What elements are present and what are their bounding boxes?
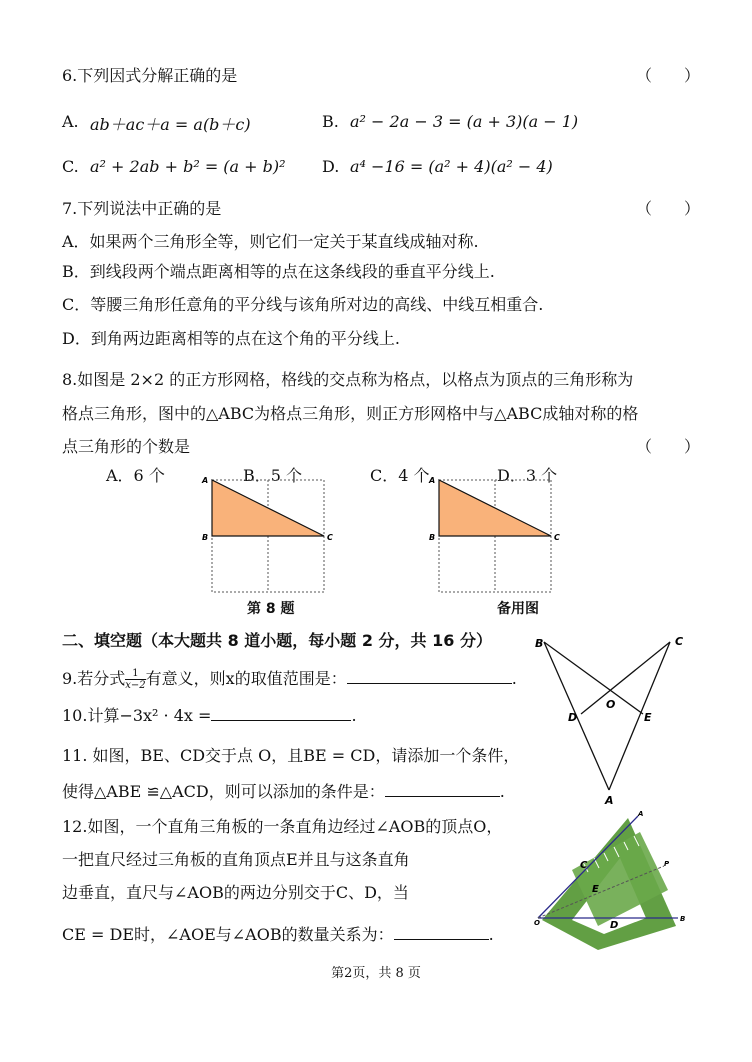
q9-answer-blank[interactable] bbox=[347, 667, 512, 684]
q10-answer-blank[interactable] bbox=[211, 704, 351, 721]
q9-numerator: 1 bbox=[125, 668, 145, 680]
q7-answer-paren: （ ） bbox=[636, 199, 701, 218]
point-d-label: D bbox=[568, 711, 578, 724]
q10 bbox=[62, 703, 357, 726]
q8-spare-figure-caption: 备用图 bbox=[497, 601, 539, 617]
q10-end: . bbox=[351, 706, 357, 725]
q6-option-a: ab＋ac＋a = a(b＋c) bbox=[90, 115, 251, 134]
page-footer: 第2页，共 8 页 bbox=[331, 966, 421, 981]
q11-figure bbox=[530, 630, 690, 810]
q12-line-4-text: CE = DE时，∠AOE与∠AOB的数量关系为： bbox=[62, 925, 394, 944]
q9-prefix: 9.若分式 bbox=[62, 669, 126, 688]
point-c-label: C bbox=[327, 533, 333, 542]
q6-answer-paren: （ ） bbox=[636, 66, 701, 85]
q6-option-a-label: A. bbox=[62, 112, 79, 131]
q8-line-3: 点三角形的个数是 bbox=[62, 437, 191, 456]
q6-option-c-label: C. bbox=[62, 157, 79, 176]
point-a-label: A bbox=[429, 476, 436, 485]
point-a-label: A bbox=[605, 794, 614, 807]
point-b-label: B bbox=[429, 533, 436, 542]
q12-line-2: 一把直尺经过三角板的直角顶点E并且与这条直角 bbox=[62, 850, 410, 869]
q6-option-b: a² − 2a − 3 = (a + 3)(a − 1) bbox=[350, 112, 579, 131]
q8-option-a: A．6 个 bbox=[106, 466, 165, 485]
q11-line-2-text: 使得△ABE ≌△ACD，则可以添加的条件是： bbox=[62, 782, 385, 801]
q6-option-d-label: D. bbox=[322, 157, 340, 176]
point-c-label: C bbox=[554, 533, 560, 542]
q9-end: . bbox=[511, 669, 517, 688]
q9-fraction bbox=[125, 668, 145, 691]
point-b-label: B bbox=[202, 533, 209, 542]
q12-figure bbox=[528, 808, 700, 953]
point-e-label: E bbox=[592, 884, 599, 895]
q8-line-2: 格点三角形，图中的△ABC为格点三角形，则正方形网格中与△ABC成轴对称的格 bbox=[62, 404, 639, 423]
q12-line-1: 12.如图，一个直角三角板的一条直角边经过∠AOB的顶点O， bbox=[62, 817, 503, 836]
q12-line-3: 边垂直，直尺与∠AOB的两边分别交于C、D，当 bbox=[62, 883, 409, 902]
q6-option-c: a² + 2ab + b² = (a + b)² bbox=[90, 157, 286, 176]
point-o-label: O bbox=[534, 919, 540, 927]
q8-line-1: 8.如图是 2×2 的正方形网格，格线的交点称为格点，以格点为顶点的三角形称为 bbox=[62, 370, 634, 389]
q7-stem: 7.下列说法中正确的是 bbox=[62, 199, 222, 218]
point-b-label: B bbox=[535, 637, 544, 650]
q7-option-a: A．如果两个三角形全等，则它们一定关于某直线成轴对称. bbox=[62, 232, 479, 251]
point-a-label: A bbox=[202, 476, 209, 485]
point-c-label: C bbox=[675, 635, 684, 648]
q11-line-2 bbox=[62, 779, 505, 802]
q7-option-d: D．到角两边距离相等的点在这个角的平分线上. bbox=[62, 329, 400, 348]
q6-option-b-label: B. bbox=[322, 112, 339, 131]
q6-option-d: a⁴ −16 = (a² + 4)(a² − 4) bbox=[350, 157, 553, 176]
q9 bbox=[62, 667, 517, 691]
q9-suffix: 有意义，则x的取值范围是： bbox=[145, 669, 347, 688]
q8-option-d: D．3 个 bbox=[497, 466, 558, 485]
point-b-label: B bbox=[680, 915, 686, 923]
q8-figure-caption: 第 8 题 bbox=[247, 601, 295, 617]
q11-line-1: 11. 如图，BE、CD交于点 O，且BE = CD，请添加一个条件， bbox=[62, 746, 520, 765]
q6-stem: 6.下列因式分解正确的是 bbox=[62, 66, 238, 85]
q8-answer-paren: （ ） bbox=[636, 437, 701, 456]
q8-figure-grid bbox=[198, 474, 343, 599]
q11-answer-blank[interactable] bbox=[385, 780, 500, 797]
q11-end: . bbox=[499, 782, 505, 801]
point-a-label: A bbox=[638, 810, 644, 818]
q12-line-4 bbox=[62, 922, 494, 945]
point-d-label: D bbox=[610, 920, 619, 931]
q8-option-c: C．4 个 bbox=[370, 466, 430, 485]
q9-denominator: x−2 bbox=[125, 680, 146, 691]
q12-answer-blank[interactable] bbox=[394, 923, 489, 940]
q7-option-b: B．到线段两个端点距离相等的点在这条线段的垂直平分线上. bbox=[62, 262, 495, 281]
q8-option-b: B．5 个 bbox=[243, 466, 303, 485]
section-2-title: 二、填空题（本大题共 8 道小题，每小题 2 分，共 16 分） bbox=[62, 631, 492, 650]
point-e-label: E bbox=[644, 711, 652, 724]
q12-end: . bbox=[488, 925, 494, 944]
segment-ca bbox=[609, 642, 670, 790]
point-o-label: O bbox=[606, 698, 616, 711]
point-p-label: P bbox=[664, 860, 670, 868]
q7-option-c: C．等腰三角形任意角的平分线与该角所对边的高线、中线互相重合. bbox=[62, 295, 544, 314]
point-c-label: C bbox=[580, 860, 588, 871]
q8-spare-figure-grid bbox=[425, 474, 570, 599]
q10-text: 10.计算−3x² · 4x = bbox=[62, 706, 212, 725]
